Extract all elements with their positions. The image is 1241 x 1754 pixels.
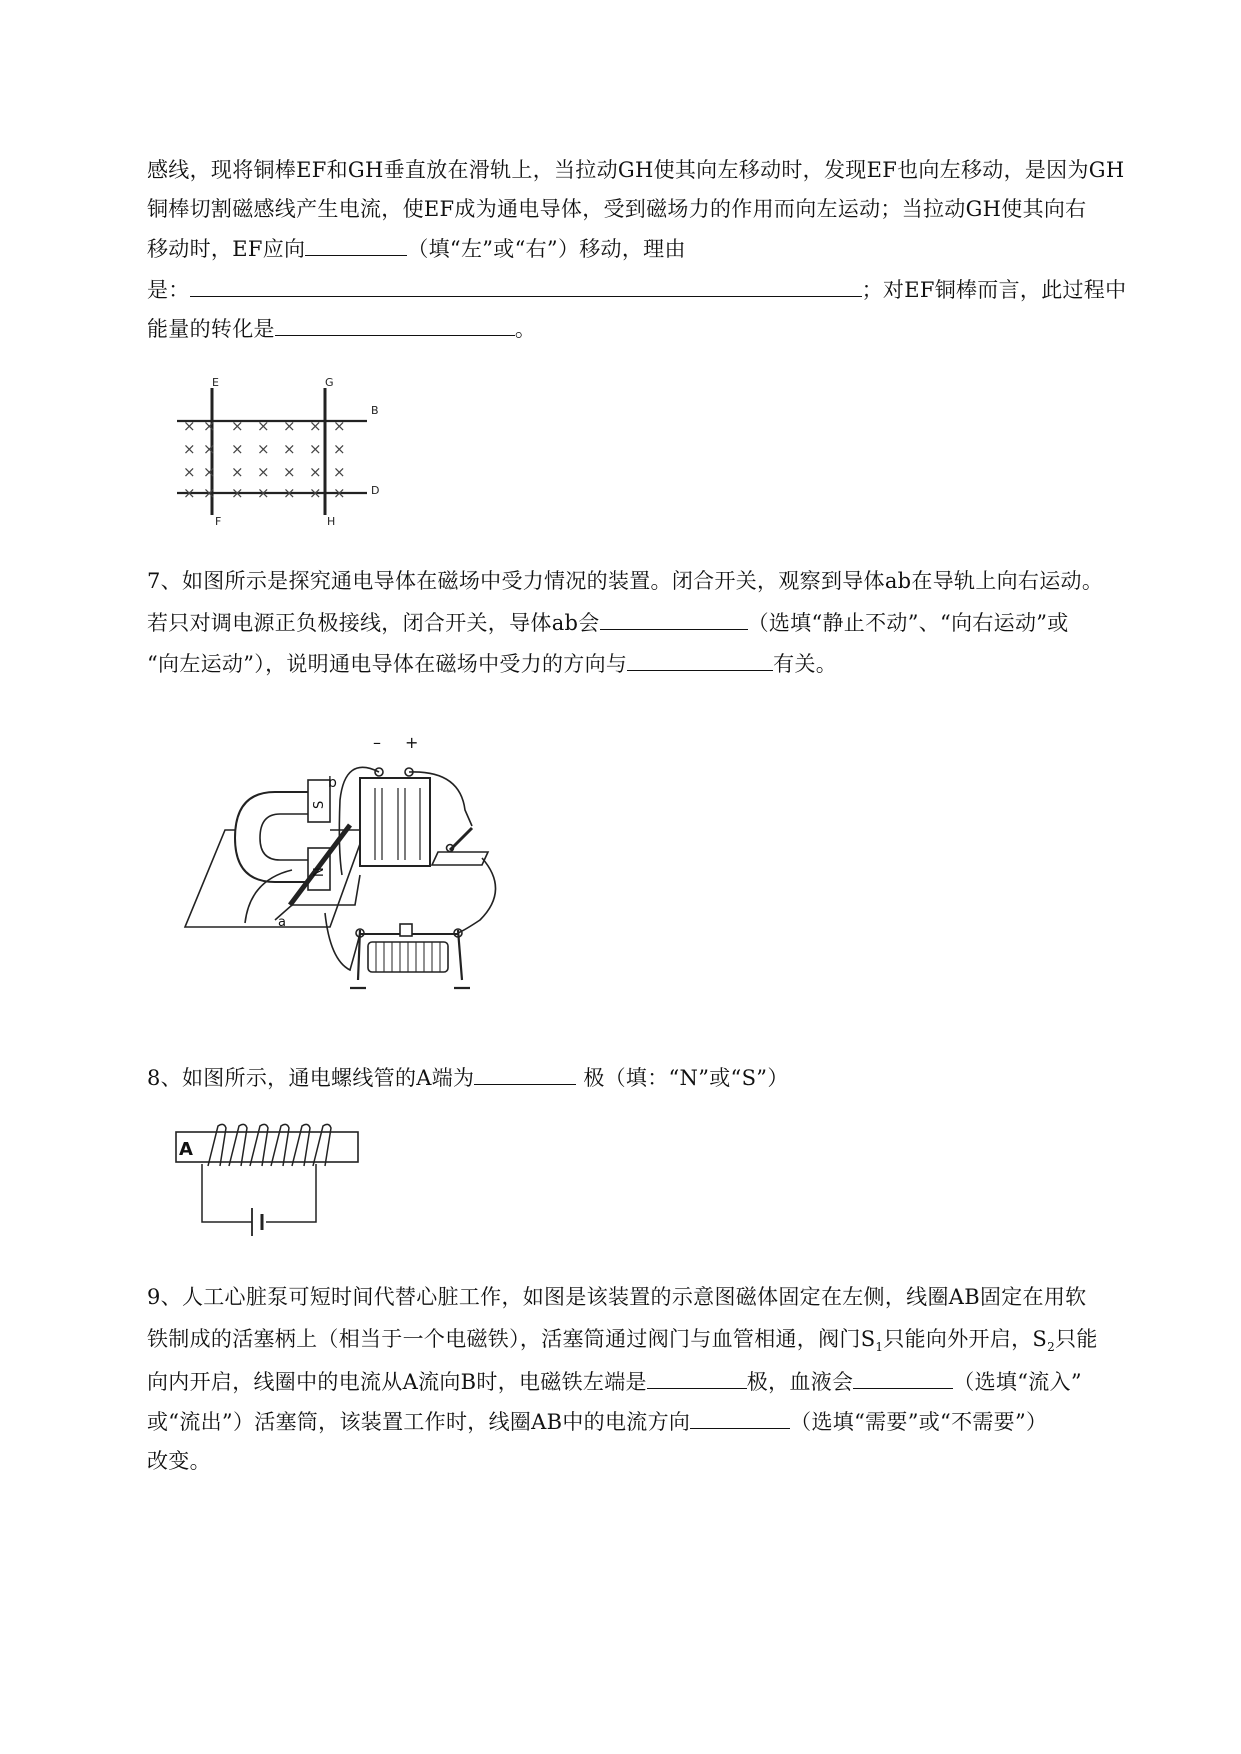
q6-line-3-text-b: （填“左”或“右”）移动，理由 xyxy=(407,237,686,261)
q6-line-3-text-a: 移动时，EF应向 xyxy=(147,237,306,261)
field-cross: × xyxy=(231,440,244,458)
q9-line-4 xyxy=(147,1406,1047,1437)
field-cross: × xyxy=(333,463,346,481)
circuit-wire xyxy=(202,1164,316,1222)
field-cross: × xyxy=(183,417,196,435)
q6-line-5-text-a: 能量的转化是 xyxy=(147,317,275,341)
rheostat-slider[interactable] xyxy=(400,924,412,936)
q9-line-3-text-a: 向内开启，线圈中的电流从A流向B时，电磁铁左端是 xyxy=(147,1370,647,1394)
q7-line-2-text-b: （选填“静止不动”、“向右运动”或 xyxy=(747,611,1069,635)
field-cross: × xyxy=(203,417,216,435)
label-b: B xyxy=(371,404,379,417)
q6-line-3 xyxy=(147,233,686,264)
q9-line-1: 9、人工心脏泵可短时间代替心脏工作，如图是该装置的示意图磁体固定在左侧，线圈AB固定在用软 xyxy=(147,1285,1087,1309)
label-e: E xyxy=(212,378,219,389)
s1-subscript: 1 xyxy=(875,1340,884,1355)
field-cross: × xyxy=(309,484,322,502)
q8-pole-blank[interactable] xyxy=(474,1062,576,1085)
q6-line-4-text-b: ；对EF铜棒而言，此过程中 xyxy=(861,278,1127,302)
q6-line-1: 感线，现将铜棒EF和GH垂直放在滑轨上，当拉动GH使其向左移动时，发现EF也向左移动，是因为GH xyxy=(147,158,1125,182)
s2-subscript: 2 xyxy=(1047,1340,1056,1355)
field-cross: × xyxy=(333,484,346,502)
field-cross: × xyxy=(203,484,216,502)
q9-line-4-text-b: （选填“需要”或“不需要”） xyxy=(790,1410,1048,1434)
label-a-end: A xyxy=(179,1139,193,1160)
q6-direction-blank[interactable] xyxy=(305,233,407,256)
q9-line-2-text-a: 铁制成的活塞柄上（相当于一个电磁铁），活塞筒通过阀门与血管相通，阀门S xyxy=(147,1327,876,1351)
q7-line-2-text-a: 若只对调电源正负极接线，闭合开关，导体ab会 xyxy=(147,611,600,635)
rails-magnetic-field-figure xyxy=(175,378,387,528)
q9-pole-blank[interactable] xyxy=(647,1366,747,1389)
q9-blood-flow-blank[interactable] xyxy=(853,1366,953,1389)
field-cross: × xyxy=(183,440,196,458)
q7-line-1: 7、如图所示是探究通电导体在磁场中受力情况的装置。闭合开关，观察到导体ab在导轨上向右运动。 xyxy=(147,569,1104,593)
label-minus: – xyxy=(373,733,381,752)
switch-base xyxy=(432,852,488,865)
field-cross: × xyxy=(231,417,244,435)
field-cross: × xyxy=(257,463,270,481)
field-cross: × xyxy=(309,417,322,435)
q6-line-4 xyxy=(147,274,1126,305)
q9-line-5: 改变。 xyxy=(147,1449,211,1473)
q7-motion-blank[interactable] xyxy=(600,607,748,630)
q7-line-3-text-a: “向左运动”），说明通电导体在磁场中受力的方向与 xyxy=(147,652,628,676)
q6-line-5-text-b: 。 xyxy=(514,317,537,341)
q8-line-1-text-b: 极（填：“N”或“S”） xyxy=(583,1066,789,1090)
q9-line-3-text-b: 极，血液会 xyxy=(746,1370,854,1394)
q9-line-2 xyxy=(147,1324,1098,1362)
q6-line-4-text-a: 是： xyxy=(147,278,190,302)
q8-line-1 xyxy=(147,1062,789,1093)
field-cross: × xyxy=(283,484,296,502)
field-cross: × xyxy=(309,440,322,458)
q6-line-5 xyxy=(147,313,536,344)
field-cross: × xyxy=(203,440,216,458)
magnetic-field-crosses xyxy=(183,417,346,502)
motor-effect-apparatus-figure xyxy=(180,730,550,1020)
q8-line-1-text-a: 8、如图所示，通电螺线管的A端为 xyxy=(147,1066,475,1090)
wire-switch-to-rheostat xyxy=(458,858,496,933)
field-cross: × xyxy=(257,440,270,458)
q6-reason-blank[interactable] xyxy=(190,274,862,297)
field-cross: × xyxy=(283,417,296,435)
label-d: D xyxy=(371,484,380,497)
field-cross: × xyxy=(231,463,244,481)
q6-energy-blank[interactable] xyxy=(275,313,515,336)
field-cross: × xyxy=(283,440,296,458)
label-g: G xyxy=(325,378,334,389)
solenoid-figure xyxy=(174,1122,360,1244)
q9-line-3-text-c: （选填“流入” xyxy=(953,1370,1082,1394)
label-s-pole: S xyxy=(312,800,327,809)
field-cross: × xyxy=(333,440,346,458)
label-f: F xyxy=(215,515,222,528)
label-h: H xyxy=(327,515,336,528)
field-cross: × xyxy=(257,484,270,502)
q9-line-3 xyxy=(147,1366,1082,1397)
q7-factor-blank[interactable] xyxy=(627,648,773,671)
field-cross: × xyxy=(183,484,196,502)
q7-line-3 xyxy=(147,648,837,679)
q9-line-2-text-c: 只能 xyxy=(1055,1327,1098,1351)
label-b-end: b xyxy=(328,775,337,791)
q6-line-2: 铜棒切割磁感线产生电流，使EF成为通电导体，受到磁场力的作用而向左运动；当拉动GH使其向右 xyxy=(147,197,1087,221)
q7-line-2 xyxy=(147,607,1069,638)
q9-line-4-text-a: 或“流出”）活塞筒，该装置工作时，线圈AB中的电流方向 xyxy=(147,1410,691,1434)
q9-current-change-blank[interactable] xyxy=(690,1406,790,1429)
field-cross: × xyxy=(183,463,196,481)
field-cross: × xyxy=(283,463,296,481)
q7-line-3-text-b: 有关。 xyxy=(773,652,838,676)
label-a-end: a xyxy=(278,915,286,930)
field-cross: × xyxy=(203,463,216,481)
label-n-pole: N xyxy=(312,867,327,877)
field-cross: × xyxy=(231,484,244,502)
q9-line-2-text-b: 只能向外开启，S xyxy=(883,1327,1048,1351)
field-cross: × xyxy=(309,463,322,481)
label-plus: + xyxy=(405,733,419,752)
field-cross: × xyxy=(257,417,270,435)
field-cross: × xyxy=(333,417,346,435)
